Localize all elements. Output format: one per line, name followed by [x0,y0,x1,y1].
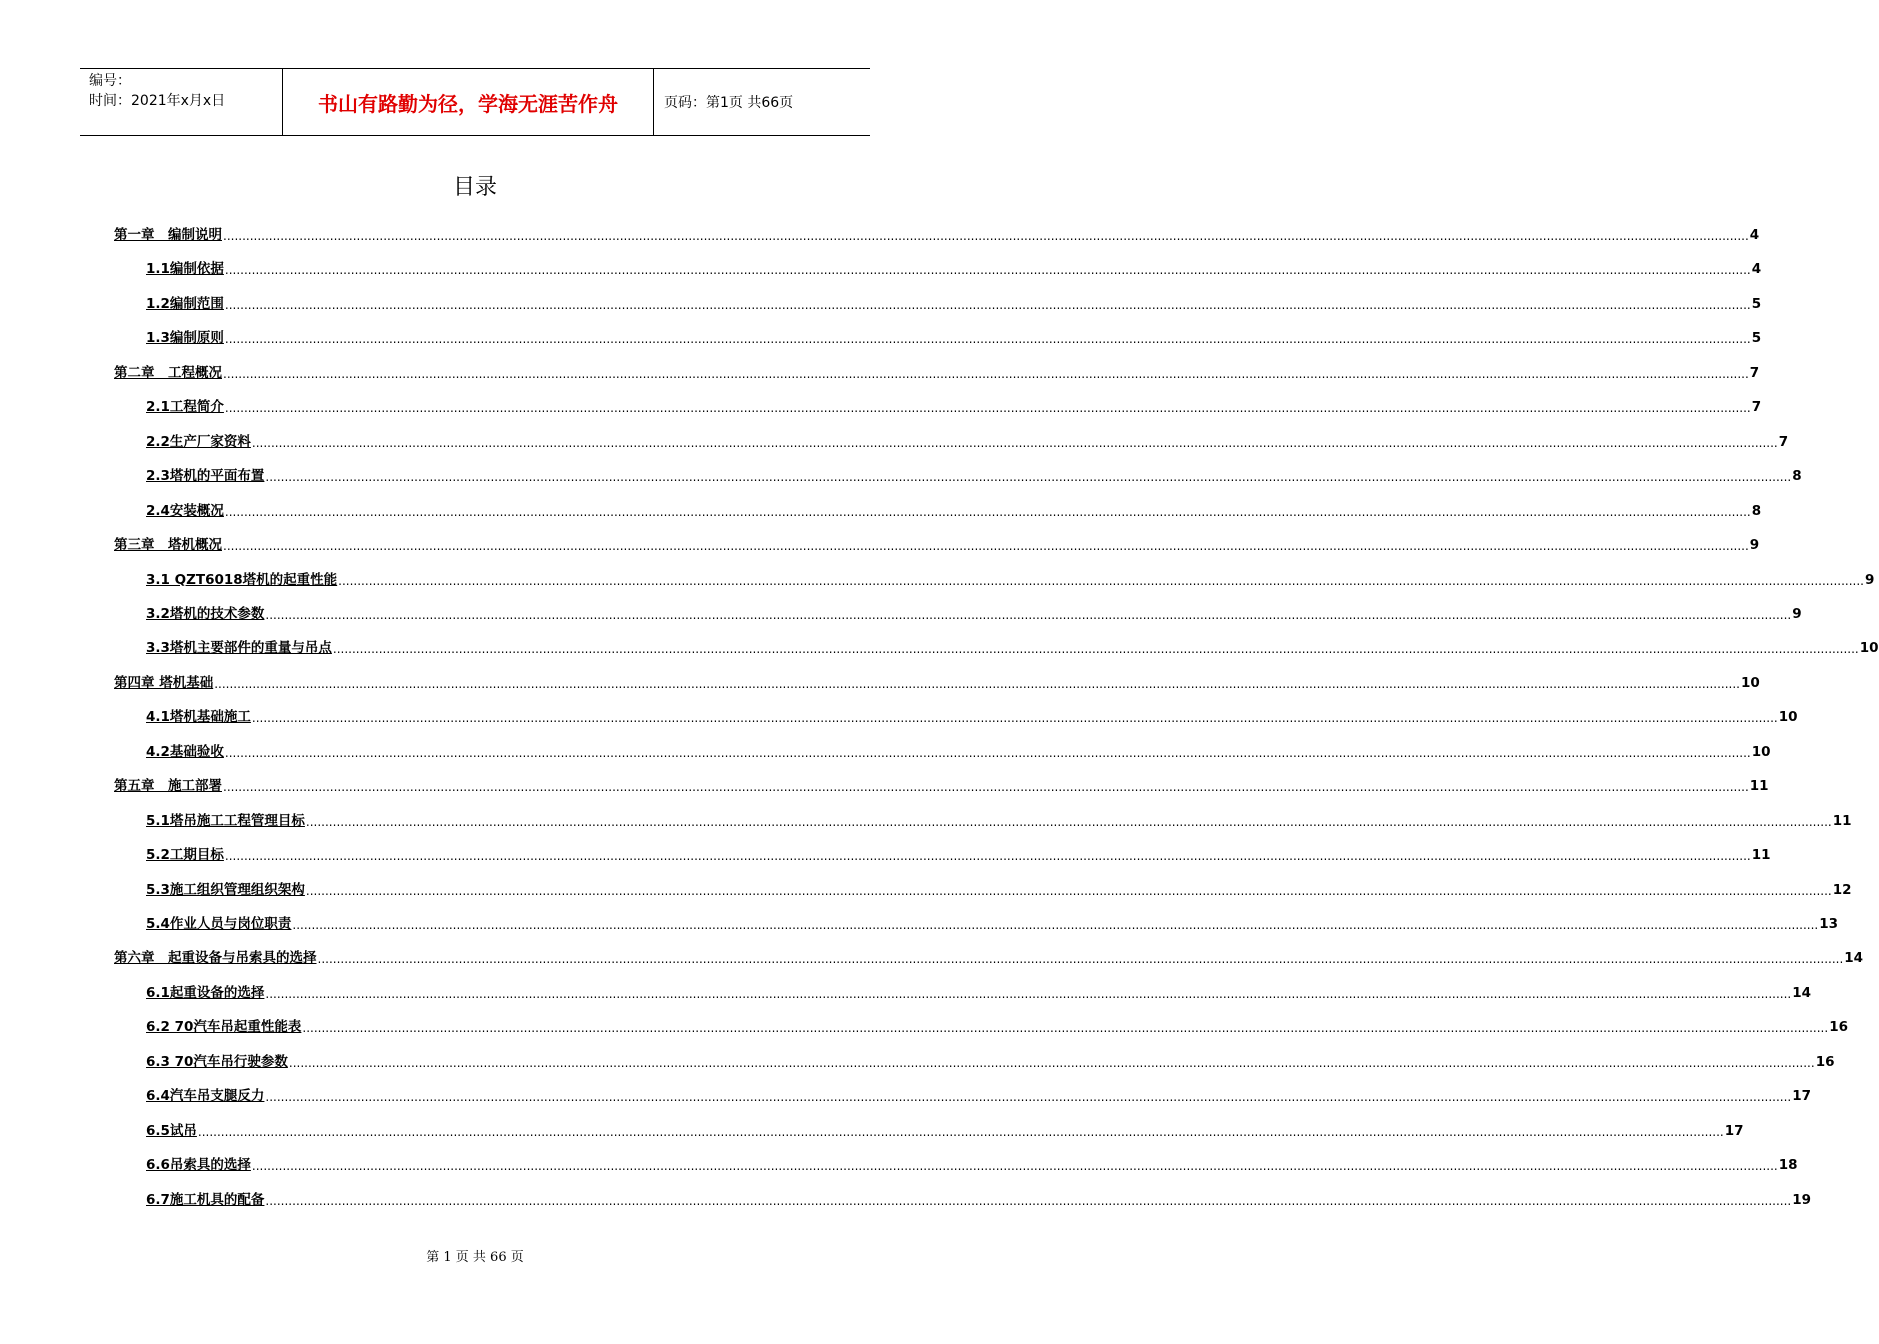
toc-leader-dots: ................................................................................................................................................................................................................................................................................................................................................................................................................ [317,952,1844,967]
toc-entry[interactable] [146,322,1762,347]
toc-entry-page: 10 [1859,640,1879,657]
toc-leader-dots: ................................................................................................................................................................................................................................................................................................................................................................................................................ [223,780,1749,795]
toc-entry-label: 第五章 施工部署 [114,778,222,795]
toc-entry-page: 11 [1749,778,1769,795]
toc-leader-dots: ................................................................................................................................................................................................................................................................................................................................................................................................................ [251,711,1778,726]
toc-leader-dots: ................................................................................................................................................................................................................................................................................................................................................................................................................ [302,1021,1829,1036]
toc-entry-page: 7 [1751,399,1762,416]
toc-entry-page: 9 [1864,571,1875,588]
toc-entry-page: 8 [1751,502,1762,519]
toc-entry-page: 11 [1832,812,1852,829]
toc-entry-label: 第四章 塔机基础 [114,674,214,691]
toc-entry-page: 4 [1749,227,1760,243]
toc-entry-page: 9 [1749,537,1760,554]
toc-leader-dots: ................................................................................................................................................................................................................................................................................................................................................................................................................ [224,504,1751,519]
toc-leader-dots: ................................................................................................................................................................................................................................................................................................................................................................................................................ [265,1193,1792,1208]
toc-entry[interactable] [146,391,1762,416]
toc-entry-page: 4 [1751,261,1762,278]
toc-leader-dots: ................................................................................................................................................................................................................................................................................................................................................................................................................ [197,1124,1724,1139]
toc-entry[interactable] [146,598,1802,622]
toc-entry-page: 10 [1751,743,1771,760]
toc-entry[interactable] [114,667,1760,691]
toc-entry-label: 5.4作业人员与岗位职责 [146,916,292,932]
toc-leader-dots: ................................................................................................................................................................................................................................................................................................................................................................................................................ [214,676,1740,691]
toc-entry-label: 2.2生产厂家资料 [146,433,251,450]
toc-entry[interactable] [146,1184,1811,1208]
toc-entry[interactable] [146,908,1838,932]
toc-leader-dots: ................................................................................................................................................................................................................................................................................................................................................................................................................ [224,263,1751,278]
toc-leader-dots: ................................................................................................................................................................................................................................................................................................................................................................................................................ [265,1090,1792,1105]
toc-entry[interactable] [146,805,1852,829]
toc-entry[interactable] [146,460,1802,485]
toc-entry-page: 17 [1724,1122,1744,1139]
toc-entry[interactable] [146,288,1762,312]
toc-leader-dots: ................................................................................................................................................................................................................................................................................................................................................................................................................ [251,435,1778,450]
toc-entry-label: 6.4汽车吊支腿反力 [146,1088,265,1105]
toc-entry-label: 6.2 70汽车吊起重性能表 [146,1019,302,1036]
toc-entry[interactable] [146,839,1771,864]
toc-entry[interactable] [146,1149,1798,1174]
toc-entry-label: 第六章 起重设备与吊索具的选择 [114,950,317,967]
toc-entry[interactable] [146,495,1762,519]
header-page-info: 页码：第1页 共66页 [664,95,794,111]
toc-entry-label: 2.4安装概况 [146,502,224,519]
toc-leader-dots: ................................................................................................................................................................................................................................................................................................................................................................................................................ [292,918,1819,932]
toc-leader-dots: ................................................................................................................................................................................................................................................................................................................................................................................................................ [224,745,1751,760]
header-meta [80,69,282,135]
document-number-label: 编号： [89,73,131,89]
toc-entry-page: 8 [1792,468,1802,485]
toc-entry-label: 1.3编制原则 [146,330,224,347]
toc-entry[interactable] [146,632,1879,657]
toc-leader-dots: ................................................................................................................................................................................................................................................................................................................................................................................................................ [305,883,1832,898]
toc-leader-dots: ................................................................................................................................................................................................................................................................................................................................................................................................................ [251,1159,1778,1174]
toc-entry-page: 7 [1749,364,1760,381]
toc-entry-page: 14 [1844,950,1864,967]
document-date: 时间：2021年x月x日 [89,93,226,109]
toc-entry-label: 4.1塔机基础施工 [146,709,251,726]
toc-entry[interactable] [146,1080,1811,1105]
toc-entry-page: 14 [1792,984,1811,1001]
toc-entry-page: 5 [1751,330,1762,347]
toc-entry-label: 1.2编制范围 [146,295,224,312]
toc-entry-label: 3.3塔机主要部件的重量与吊点 [146,640,332,657]
toc-leader-dots: ................................................................................................................................................................................................................................................................................................................................................................................................................ [223,229,1749,243]
toc-entry-page: 11 [1751,847,1771,864]
toc-entry-label: 第二章 工程概况 [114,364,222,381]
toc-entry[interactable] [114,219,1760,243]
toc-leader-dots: ................................................................................................................................................................................................................................................................................................................................................................................................................ [305,814,1832,829]
toc-entry-label: 1.1编制依据 [146,261,224,278]
toc-entry-label: 5.1塔吊施工工程管理目标 [146,812,305,829]
page-footer: 第 1 页 共 66 页 [426,1250,524,1265]
toc-entry-label: 6.6吊索具的选择 [146,1157,251,1174]
toc-entry-page: 17 [1792,1088,1811,1105]
toc-leader-dots: ................................................................................................................................................................................................................................................................................................................................................................................................................ [332,642,1859,657]
toc-entry-page: 9 [1792,605,1802,622]
toc-entry-page: 5 [1751,295,1762,312]
toc-leader-dots: ................................................................................................................................................................................................................................................................................................................................................................................................................ [224,332,1751,347]
toc-entry-label: 3.2塔机的技术参数 [146,605,265,622]
toc-entry-label: 6.7施工机具的配备 [146,1191,265,1208]
toc-entry-page: 12 [1832,881,1852,898]
toc-entry-label: 第三章 塔机概况 [114,537,222,554]
toc-entry-label: 6.5试吊 [146,1122,197,1139]
toc-entry-page: 13 [1819,916,1838,932]
toc-entry[interactable] [114,357,1760,381]
toc-entry[interactable] [114,770,1769,795]
toc-leader-dots: ................................................................................................................................................................................................................................................................................................................................................................................................................ [224,401,1751,416]
header-motto: 书山有路勤为径，学海无涯苦作舟 [282,69,654,135]
toc-entry-page: 10 [1778,709,1798,726]
toc-entry-page: 10 [1740,674,1760,691]
toc-entry-label: 4.2基础验收 [146,743,224,760]
toc-leader-dots: ................................................................................................................................................................................................................................................................................................................................................................................................................ [223,539,1749,554]
toc-leader-dots: ................................................................................................................................................................................................................................................................................................................................................................................................................ [338,573,1864,588]
toc-entry-page: 18 [1778,1157,1798,1174]
toc-entry-label: 5.3施工组织管理组织架构 [146,881,305,898]
toc-entry[interactable] [146,564,1875,588]
toc-entry[interactable] [114,942,1864,967]
toc-title: 目录 [452,175,497,200]
toc-leader-dots: ................................................................................................................................................................................................................................................................................................................................................................................................................ [223,366,1749,381]
toc-leader-dots: ................................................................................................................................................................................................................................................................................................................................................................................................................ [265,470,1792,485]
toc-entry[interactable] [146,874,1852,898]
toc-leader-dots: ................................................................................................................................................................................................................................................................................................................................................................................................................ [265,986,1792,1001]
toc-leader-dots: ................................................................................................................................................................................................................................................................................................................................................................................................................ [265,607,1792,622]
toc-entry-page: 16 [1815,1053,1835,1070]
toc-entry[interactable] [146,701,1798,726]
toc-entry-page: 16 [1829,1019,1848,1036]
toc-entry[interactable] [146,426,1789,450]
toc-entry-page: 7 [1778,433,1789,450]
toc-entry[interactable] [146,736,1771,760]
toc-leader-dots: ................................................................................................................................................................................................................................................................................................................................................................................................................ [224,297,1751,312]
toc-entry[interactable] [146,977,1811,1001]
toc-entry[interactable] [146,1011,1848,1036]
toc-entry-label: 第一章 编制说明 [114,227,222,243]
toc-entry-label: 6.3 70汽车吊行驶参数 [146,1053,288,1070]
toc-entry-label: 5.2工期目标 [146,847,224,864]
toc-entry[interactable] [146,1046,1835,1070]
page-header [80,68,870,136]
toc-entry[interactable] [146,253,1762,278]
toc-entry[interactable] [146,1115,1744,1139]
toc-entry-label: 6.1起重设备的选择 [146,984,265,1001]
toc-entry-page: 19 [1792,1191,1811,1208]
toc-leader-dots: ................................................................................................................................................................................................................................................................................................................................................................................................................ [224,849,1751,864]
toc-entry-label: 2.1工程简介 [146,399,224,416]
toc-entry-label: 2.3塔机的平面布置 [146,468,265,485]
toc-leader-dots: ................................................................................................................................................................................................................................................................................................................................................................................................................ [288,1055,1815,1070]
toc-entry[interactable] [114,529,1760,554]
toc-entry-label: 3.1 QZT6018塔机的起重性能 [146,571,338,588]
